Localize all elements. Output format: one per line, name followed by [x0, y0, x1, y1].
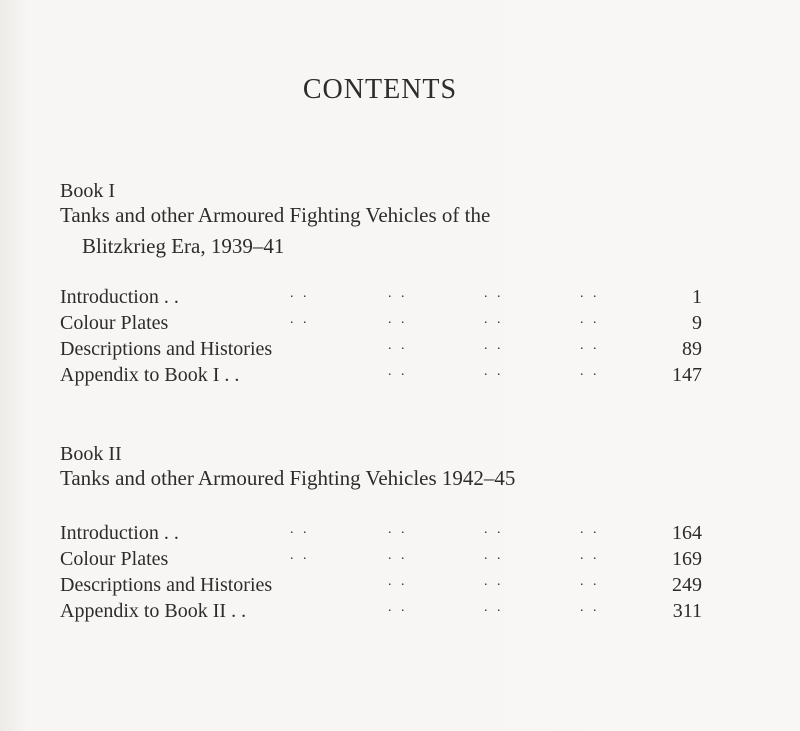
toc-row[interactable] [60, 286, 702, 312]
leader-dots: . . [484, 522, 504, 537]
leader-dots: . . [580, 522, 600, 537]
toc-page-number: 1 [692, 286, 702, 308]
leader-dots: . . [388, 286, 408, 301]
toc-page-number: 169 [672, 548, 702, 570]
toc-row[interactable] [60, 312, 702, 338]
toc-page-number: 9 [692, 312, 702, 334]
leader-dots: . . [290, 286, 310, 301]
leader-dots: . . [290, 548, 310, 563]
leader-dots: . . [580, 574, 600, 589]
toc-row[interactable] [60, 574, 702, 600]
book-1-subtitle-line-1: Tanks and other Armoured Fighting Vehicles of the [60, 203, 491, 227]
toc-entry-label: Appendix to Book II . . [60, 600, 247, 622]
toc-page-number: 249 [672, 574, 702, 596]
book-2-label: Book II [60, 443, 122, 465]
toc-entry-label: Descriptions and Histories [60, 574, 273, 596]
book-2-subtitle-line-1: Tanks and other Armoured Fighting Vehicles 1942–45 [60, 466, 516, 490]
leader-dots: . . [388, 522, 408, 537]
leader-dots: . . [484, 312, 504, 327]
leader-dots: . . [484, 600, 504, 615]
toc-entry-label: Introduction . . [60, 522, 179, 544]
toc-entry-label: Introduction . . [60, 286, 179, 308]
leader-dots: . . [580, 548, 600, 563]
leader-dots: . . [580, 364, 600, 379]
toc-page-number: 147 [672, 364, 702, 386]
leader-dots: . . [484, 286, 504, 301]
book-2-toc [60, 522, 702, 626]
book-1-label: Book I [60, 180, 115, 202]
leader-dots: . . [580, 286, 600, 301]
leader-dots: . . [290, 312, 310, 327]
leader-dots: . . [580, 338, 600, 353]
page-title: CONTENTS [302, 74, 458, 105]
toc-page-number: 311 [672, 600, 702, 622]
leader-dots: . . [484, 548, 504, 563]
toc-entry-label: Appendix to Book I . . [60, 364, 240, 386]
leader-dots: . . [484, 338, 504, 353]
book-1-subtitle [60, 200, 680, 262]
leader-dots: . . [484, 364, 504, 379]
leader-dots: . . [580, 312, 600, 327]
toc-row[interactable] [60, 600, 702, 626]
toc-row[interactable] [60, 548, 702, 574]
leader-dots: . . [388, 574, 408, 589]
leader-dots: . . [580, 600, 600, 615]
toc-row[interactable] [60, 338, 702, 364]
toc-entry-label: Colour Plates [60, 548, 169, 570]
toc-page-number: 89 [682, 338, 702, 360]
leader-dots: . . [484, 574, 504, 589]
toc-entry-label: Descriptions and Histories [60, 338, 273, 360]
toc-entry-label: Colour Plates [60, 312, 169, 334]
toc-row[interactable] [60, 364, 702, 390]
book-1-toc [60, 286, 702, 390]
book-1-subtitle-line-2: Blitzkrieg Era, 1939–41 [82, 234, 285, 258]
toc-row[interactable] [60, 522, 702, 548]
book-2-subtitle [60, 463, 680, 494]
leader-dots: . . [290, 522, 310, 537]
leader-dots: . . [388, 338, 408, 353]
leader-dots: . . [388, 548, 408, 563]
leader-dots: . . [388, 312, 408, 327]
toc-page-number: 164 [672, 522, 702, 544]
leader-dots: . . [388, 600, 408, 615]
leader-dots: . . [388, 364, 408, 379]
